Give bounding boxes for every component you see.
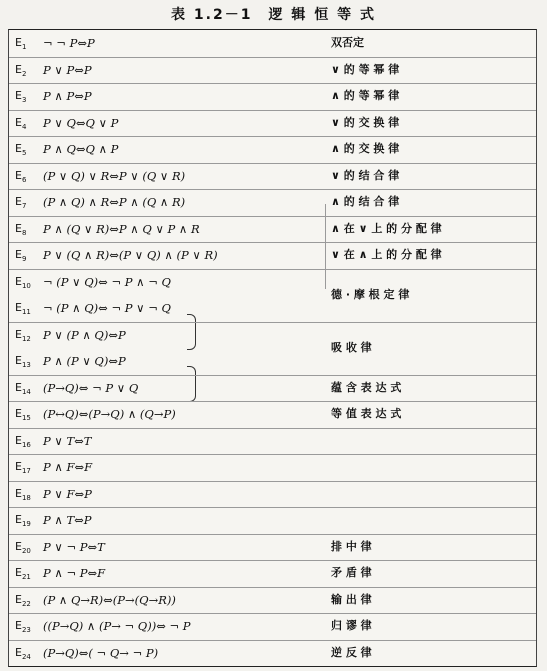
identity-code: $E_5$	[15, 142, 27, 158]
identity-code: $E_{14}$	[15, 380, 31, 396]
table-row	[9, 534, 536, 562]
table-row	[9, 375, 536, 403]
table-row	[9, 428, 536, 456]
identity-law-name: ∨ 在 ∧ 上 的 分 配 律	[331, 248, 442, 261]
identity-code: $E_{24}$	[15, 645, 31, 661]
identity-law-name: 等 值 表 达 式	[331, 407, 402, 420]
table-row	[9, 295, 536, 323]
table-row	[9, 401, 536, 429]
identity-formula: P ∧ Q⇔Q ∧ P	[43, 142, 119, 156]
identity-formula: P ∨ P⇔P	[43, 62, 92, 77]
identity-law-name: ∧ 的 交 换 律	[331, 142, 400, 155]
table-row	[9, 481, 536, 509]
table-row	[9, 640, 536, 667]
identity-code: $E_{16}$	[15, 433, 31, 449]
identity-code: $E_{22}$	[15, 592, 31, 608]
table-title: 表 1.2－1 逻 辑 恒 等 式	[171, 7, 376, 23]
identity-formula: P ∨ Q⇔Q ∨ P	[43, 115, 119, 130]
identity-formula: (P→Q)⇔( ¬ Q→ ¬ P)	[43, 645, 159, 660]
table-row	[9, 216, 536, 244]
identity-code: $E_{15}$	[15, 407, 31, 423]
identity-formula: P ∧ (Q ∨ R)⇔P ∧ Q ∨ P ∧ R	[43, 221, 200, 236]
identity-law-name: 排 中 律	[331, 539, 372, 553]
identity-formula: P ∧ F⇔F	[43, 460, 93, 474]
identity-formula: (P ∨ Q) ∨ R⇔P ∨ (Q ∨ R)	[43, 168, 186, 183]
identity-formula: ¬ (P ∧ Q)⇔ ¬ P ∨ ¬ Q	[43, 301, 171, 315]
identity-formula: P ∨ T⇔T	[43, 433, 92, 448]
identity-law-name: ∨ 的 结 合 律	[331, 168, 400, 182]
identity-law-name: ∨ 的 交 换 律	[331, 115, 400, 129]
identity-code: $E_4$	[15, 115, 27, 131]
logic-identity-table	[8, 29, 537, 667]
identity-law-name: 归 谬 律	[331, 619, 372, 632]
table-row	[9, 454, 536, 482]
identity-code: $E_{12}$	[15, 327, 31, 343]
table-row	[9, 57, 536, 85]
table-row	[9, 163, 536, 191]
identity-law-name: ∧ 在 ∨ 上 的 分 配 律	[331, 221, 442, 235]
table-row	[9, 587, 536, 615]
identity-code: $E_8$	[15, 221, 27, 237]
table-row	[9, 242, 536, 270]
identity-law-name: 输 出 律	[331, 592, 372, 606]
identity-formula: P ∧ ¬ P⇔F	[43, 566, 106, 580]
identity-law-name: ∧ 的 等 幂 律	[331, 89, 400, 102]
table-row	[9, 136, 536, 164]
table-row	[9, 269, 536, 301]
identity-law-name: 双否定	[331, 36, 364, 49]
identity-code: $E_{13}$	[15, 354, 31, 370]
identity-code: $E_{23}$	[15, 619, 31, 635]
identity-formula: P ∧ P⇔P	[43, 89, 92, 103]
identity-code: $E_{17}$	[15, 460, 31, 476]
table-row	[9, 348, 536, 376]
identity-formula: P ∨ (Q ∧ R)⇔(P ∨ Q) ∧ (P ∨ R)	[43, 248, 218, 262]
identity-formula: P ∧ T⇔P	[43, 513, 92, 527]
identity-code: $E_6$	[15, 168, 27, 184]
table-row	[9, 30, 536, 58]
identity-formula: ¬ (P ∨ Q)⇔ ¬ P ∧ ¬ Q	[43, 274, 171, 289]
identity-formula: (P ∧ Q→R)⇔(P→(Q→R))	[43, 592, 176, 607]
identity-code: $E_3$	[15, 89, 27, 105]
identity-code: $E_2$	[15, 62, 27, 78]
identity-code: $E_{11}$	[15, 301, 31, 317]
identity-formula: P ∨ (P ∧ Q)⇔P	[43, 327, 126, 342]
identity-code: $E_{19}$	[15, 513, 31, 529]
identity-code: $E_9$	[15, 248, 27, 264]
identity-formula: ((P→Q) ∧ (P→ ¬ Q))⇔ ¬ P	[43, 619, 191, 633]
identity-formula: P ∧ (P ∨ Q)⇔P	[43, 354, 126, 368]
table-row	[9, 322, 536, 354]
identity-law-name: 德 · 摩 根 定 律	[331, 287, 410, 301]
identity-formula: P ∨ F⇔P	[43, 486, 92, 501]
identity-law-name: 矛 盾 律	[331, 566, 372, 579]
identity-code: $E_1$	[15, 36, 27, 52]
identity-formula: P ∨ ¬ P⇔T	[43, 539, 105, 554]
identity-code: $E_{18}$	[15, 486, 31, 502]
identity-law-name: ∧ 的 结 合 律	[331, 195, 400, 208]
identity-law-name: 蕴 含 表 达 式	[331, 380, 402, 394]
identity-code: $E_{10}$	[15, 274, 31, 290]
identity-formula: (P ∧ Q) ∧ R⇔P ∧ (Q ∧ R)	[43, 195, 186, 209]
identity-law-name: 吸 收 律	[331, 340, 372, 354]
identity-formula: (P↔Q)⇔(P→Q) ∧ (Q→P)	[43, 407, 176, 421]
identity-formula: (P→Q)⇔ ¬ P ∨ Q	[43, 380, 139, 395]
identity-law-name: 逆 反 律	[331, 645, 372, 659]
identity-code: $E_{20}$	[15, 539, 31, 555]
identity-code: $E_7$	[15, 195, 27, 211]
table-row	[9, 507, 536, 535]
table-row	[9, 560, 536, 588]
identity-code: $E_{21}$	[15, 566, 31, 582]
identity-law-name: ∨ 的 等 幂 律	[331, 62, 400, 76]
table-row	[9, 189, 536, 217]
identity-formula: ¬ ¬ P⇔P	[43, 36, 95, 50]
table-row	[9, 613, 536, 641]
table-row	[9, 110, 536, 138]
table-row	[9, 83, 536, 111]
